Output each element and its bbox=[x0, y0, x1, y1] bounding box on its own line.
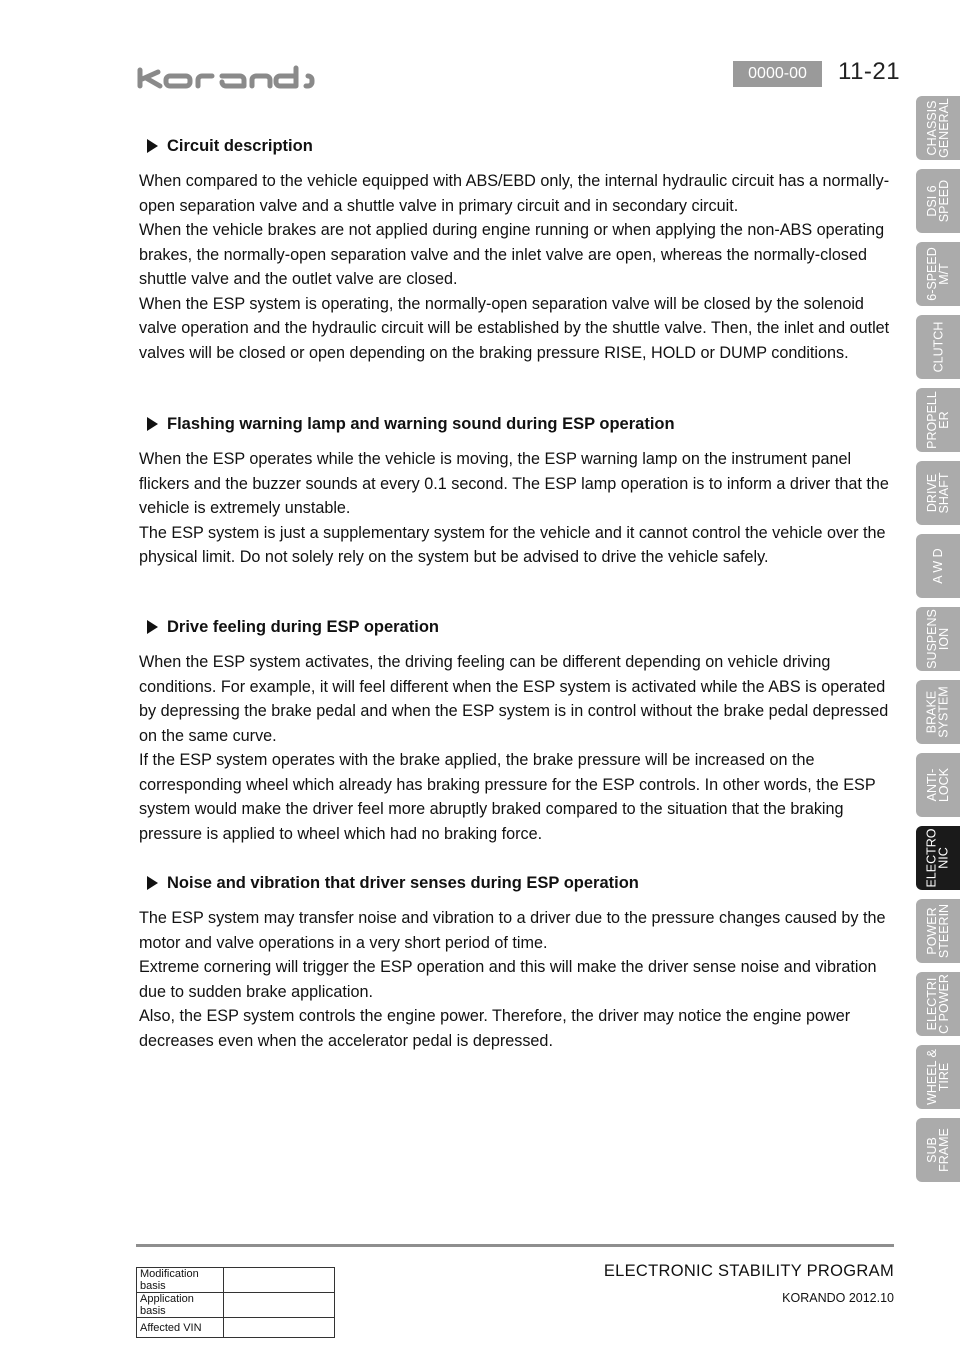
paragraph: The ESP system is just a supplementary system for the vehicle and it cannot control the vehicle over the physical limit. Do not solely rely on the system but be advised to drive the vehicle safely. bbox=[139, 523, 886, 566]
section-noise-vibration bbox=[139, 872, 891, 1053]
paragraph: When the ESP operates while the vehicle is moving, the ESP warning lamp on the instrument panel flickers and the buzzer sounds at every 0.1 second. The ESP lamp operation is to inform a driver that the vehicle is extremely unstable. bbox=[139, 450, 889, 517]
triangle-bullet-icon bbox=[147, 139, 158, 153]
tab-clutch[interactable] bbox=[916, 315, 960, 379]
table-label: Modification basis bbox=[137, 1268, 224, 1293]
tab-label: DRIVE SHAFT bbox=[925, 472, 951, 514]
paragraph: When the ESP system activates, the driving feeling can be different depending on vehicle driving conditions. For example, it will feel different when the ESP system is activated while the ABS is operated by depressing the brake pedal and when the ESP system is in control without the brake pedal depressed on the same curve. bbox=[139, 653, 889, 745]
paragraph: When the ESP system is operating, the normally-open separation valve will be closed by the solenoid valve operation and the hydraulic circuit will be established by the shuttle valve. Then, the inlet and outlet valves will be closed or open depending on the braking pressure RISE, HOLD or DUMP conditions. bbox=[139, 294, 890, 362]
section-drive-feeling bbox=[139, 616, 891, 846]
section-heading bbox=[139, 413, 891, 435]
triangle-bullet-icon bbox=[147, 417, 158, 431]
tab-dsi-6-speed[interactable] bbox=[916, 169, 960, 233]
triangle-bullet-icon bbox=[147, 876, 158, 890]
tab-label: ANTI- LOCK bbox=[925, 767, 951, 803]
tab-chassis-general[interactable] bbox=[916, 96, 960, 160]
triangle-bullet-icon bbox=[147, 620, 158, 634]
tab-electric-power[interactable] bbox=[916, 972, 960, 1036]
heading-text: Drive feeling during ESP operation bbox=[167, 617, 439, 636]
tab-label: ELECTRO NIC bbox=[925, 828, 952, 888]
tab-label: SUB FRAME bbox=[925, 1128, 951, 1172]
footer-chapter-title: ELECTRONIC STABILITY PROGRAM bbox=[603, 1262, 894, 1280]
section-flashing-warning-lamp bbox=[139, 413, 891, 570]
tab-label: 6-SPEED M/T bbox=[925, 247, 951, 301]
tab-label: CLUTCH bbox=[931, 321, 946, 373]
section-heading bbox=[139, 135, 891, 157]
page-number: 11-21 bbox=[838, 58, 901, 85]
tab-label: POWER STEERIN bbox=[925, 903, 951, 959]
tab-wheel-tire[interactable] bbox=[916, 1045, 960, 1109]
table-row bbox=[137, 1318, 335, 1338]
tab-label: ELECTRI C POWER bbox=[925, 974, 952, 1034]
tab-sub-frame[interactable] bbox=[916, 1118, 960, 1182]
tab-6-speed-mt[interactable] bbox=[916, 242, 960, 306]
korando-logo bbox=[136, 64, 316, 92]
section-code-badge: 0000-00 bbox=[733, 61, 822, 87]
heading-text: Circuit description bbox=[167, 136, 313, 155]
paragraph: When compared to the vehicle equipped with ABS/EBD only, the internal hydraulic circuit has a normally-open separation valve and a shuttle valve in primary circuit and in secondary circuit. bbox=[139, 172, 890, 215]
paragraph: When the vehicle brakes are not applied during engine running or when applying the non-ABS operating brakes, the normally-open separation valve and the inlet valve are open, whereas the normally-closed shuttle valve and the outlet valve are closed. bbox=[139, 221, 885, 288]
paragraph: The ESP system may transfer noise and vibration to a driver due to the pressure changes caused by the motor and valve operations in a very short period of time. bbox=[139, 909, 886, 952]
paragraph: If the ESP system operates with the brake applied, the brake pressure will be increased on the corresponding wheel which already has braking pressure for the ESP controls. In other words, the ESP system would make the driver feel more abruptly braked compared to the situation that the braking pressure is applied to wheel which had no braking force. bbox=[139, 751, 876, 843]
paragraph: Also, the ESP system controls the engine power. Therefore, the driver may notice the engine power decreases even when the accelerator pedal is depressed. bbox=[139, 1007, 851, 1050]
section-heading bbox=[139, 616, 891, 638]
table-value bbox=[224, 1268, 335, 1293]
tab-propeller[interactable] bbox=[916, 388, 960, 452]
tab-brake-system[interactable] bbox=[916, 680, 960, 744]
tab-suspension[interactable] bbox=[916, 607, 960, 671]
table-value bbox=[224, 1293, 335, 1318]
paragraph: Extreme cornering will trigger the ESP operation and this will make the driver sense noise and vibration due to sudden brake application. bbox=[139, 958, 877, 1001]
tab-label: CHASSIS GENERAL bbox=[925, 98, 951, 158]
table-value bbox=[224, 1318, 335, 1338]
tab-electronic[interactable] bbox=[916, 826, 960, 890]
tab-drive-shaft[interactable] bbox=[916, 461, 960, 525]
table-label: Application basis bbox=[137, 1293, 224, 1318]
tab-label: DSI 6 SPEED bbox=[925, 179, 951, 223]
tab-anti-lock[interactable] bbox=[916, 753, 960, 817]
tab-power-steering[interactable] bbox=[916, 899, 960, 963]
section-heading bbox=[139, 872, 891, 894]
heading-text: Noise and vibration that driver senses during ESP operation bbox=[167, 873, 639, 892]
footer-divider bbox=[136, 1244, 894, 1247]
section-circuit-description bbox=[139, 135, 891, 365]
heading-text: Flashing warning lamp and warning sound during ESP operation bbox=[167, 414, 675, 433]
modification-table bbox=[136, 1267, 335, 1338]
tab-label: BRAKE SYSTEM bbox=[925, 686, 951, 738]
tab-awd[interactable] bbox=[916, 534, 960, 598]
table-row bbox=[137, 1268, 335, 1293]
tab-label: PROPELL ER bbox=[925, 391, 952, 449]
footer-model-date: KORANDO 2012.10 bbox=[782, 1291, 894, 1305]
tab-label: SUSPENS ION bbox=[925, 609, 951, 669]
table-row bbox=[137, 1293, 335, 1318]
tab-label: WHEEL & TIRE bbox=[925, 1049, 951, 1105]
tab-label: A W D bbox=[931, 548, 945, 584]
table-label: Affected VIN bbox=[137, 1318, 224, 1338]
